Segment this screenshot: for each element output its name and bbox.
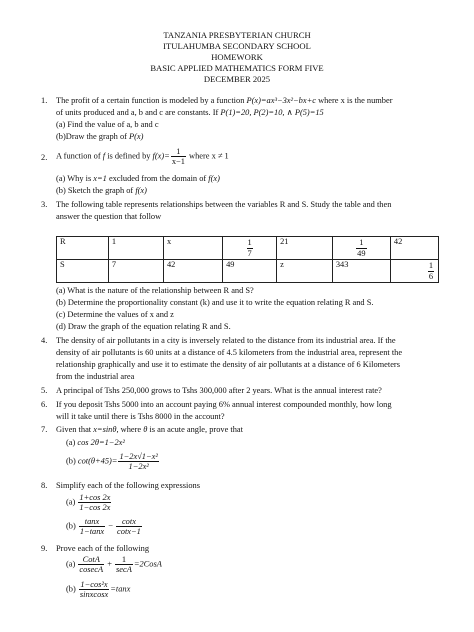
table-cell-s-1: 7: [108, 260, 163, 283]
q2-fraction: $\frac{1}{x-1}$: [171, 147, 185, 167]
q2-part-b: (b) Sketch the graph of f(x): [56, 186, 147, 195]
document-date: DECEMBER 2025: [203, 74, 271, 84]
q9-part-b: (b) $\frac{\text{1−cos²x}}{\text{sinxcosx}}$ =tanx: [66, 580, 131, 600]
table-cell-r-1: 1: [108, 237, 163, 260]
q7-part-b: (b) cot(θ+45)= $\frac{\text{1−2x√1−x²}}{\text{1−2x²}}$: [66, 452, 158, 472]
table-cell-s-0: S: [57, 260, 109, 283]
q4-line2: density of air pollutants is 60 units at a distance of 4.5 kilometers from the industrial area, represent the: [56, 348, 403, 357]
table-cell-s-5: 343: [332, 260, 390, 283]
q5-number: 5.: [41, 386, 48, 395]
table-cell-r-6: 42: [390, 237, 438, 260]
q9-part-a: (a) $\frac{\text{CotA}}{cosecA}$ + $\frac{1}{\sec A}$ =2CosA: [66, 555, 162, 575]
q4-line4: from the industrial area: [56, 372, 135, 381]
q7-part-a: (a) cos 2θ=1−2x²: [66, 438, 125, 447]
q1-equation: P(x)=ax³−3x²−bx+c: [246, 96, 316, 105]
table-cell-r-4: 21: [277, 237, 333, 260]
q3-line1: The following table represents relationships between the variables R and S. Study the table and then: [56, 200, 392, 209]
table-cell-s-3: 49: [223, 260, 277, 283]
q5-line1: A principal of Tshs 250,000 grows to Tshs 300,000 after 2 years. What is the annual interest rate?: [56, 386, 382, 395]
table-cell-s-2: 42: [163, 260, 222, 283]
q3-part-d: (d) Draw the graph of the equation relating R and S.: [56, 322, 231, 331]
q1-line2: of units produced and a, b and c are constants. If P(1)=20, P(2)=10, ∧ P(5)=15: [56, 108, 324, 117]
table-cell-s-4: z: [277, 260, 333, 283]
q3-line2: answer the question that follow: [56, 212, 162, 221]
q3-part-c: (c) Determine the values of x and z: [56, 310, 174, 319]
q4-line1: The density of air pollutants in a city is inversely related to the distance from its industrial area. If the: [56, 336, 396, 345]
q6-line1: If you deposit Tshs 5000 into an account paying 6% annual interest compounded monthly, how long: [56, 400, 392, 409]
q1-line1: The profit of a certain function is modeled by a function P(x)=ax³−3x²−bx+c where x is the number: [56, 96, 393, 105]
q2-part-a: (a) Why is x=1 excluded from the domain of f(x): [56, 174, 220, 183]
q8-part-a: (a) $\frac{1+\cos 2x}{1-\cos 2x}$: [66, 493, 111, 513]
table-cell-s-6: $\frac{1}{6}$: [390, 260, 438, 283]
document-type: HOMEWORK: [211, 52, 263, 62]
q2-line1: A function of f is defined by f(x)= $\frac{1}{x-1}$ where x ≠ 1: [56, 147, 229, 167]
q8-part-b: (b) $\frac{\tan x}{1-\tan x}$ − $\frac{\cot x}{\cot x-1}$: [66, 517, 141, 537]
q7-line1: Given that x=sinθ, where θ is an acute angle, prove that: [56, 425, 243, 434]
q6-line2: will it take until there is Tshs 8000 in the account?: [56, 412, 225, 421]
q1-part-b: (b)Draw the graph of P(x): [56, 132, 144, 141]
q1-part-a: (a) Find the value of a, b and c: [56, 120, 159, 129]
school-name: ITULAHUMBA SECONDARY SCHOOL: [163, 41, 311, 51]
table-row-s: [57, 260, 439, 283]
relationship-table: [56, 236, 439, 283]
q8-text: Simplify each of the following expressions: [56, 481, 200, 490]
q2-number: 2.: [41, 153, 48, 162]
q7-fraction: $\frac{\text{1−2x√1−x²}}{\text{1−2x²}}$: [119, 452, 158, 472]
q3-part-a: (a) What is the nature of the relationship between R and S?: [56, 286, 254, 295]
q8-number: 8.: [41, 481, 48, 490]
table-cell-r-0: R: [57, 237, 109, 260]
q3-part-b: (b) Determine the proportionality constant (k) and use it to write the equation relating R and S.: [56, 298, 374, 307]
q6-number: 6.: [41, 400, 48, 409]
subject-title: BASIC APPLIED MATHEMATICS FORM FIVE: [150, 63, 324, 73]
q9-number: 9.: [41, 544, 48, 553]
q1-conditions: P(1)=20, P(2)=10, ∧ P(5)=15: [220, 108, 324, 117]
table-cell-r-2: x: [163, 237, 222, 260]
q7-number: 7.: [41, 425, 48, 434]
q3-number: 3.: [41, 200, 48, 209]
church-name: TANZANIA PRESBYTERIAN CHURCH: [163, 30, 311, 40]
table-row-r: [57, 237, 439, 260]
table-cell-r-5: $\frac{1}{49}$: [332, 237, 390, 260]
q9-text: Prove each of the following: [56, 544, 150, 553]
table-cell-r-3: $\frac{1}{7}$: [223, 237, 277, 260]
q4-line3: relationship graphically and use it to estimate the density of air pollutants at a distance of 6 Kilometers: [56, 360, 400, 369]
q1-number: 1.: [41, 96, 48, 105]
q4-number: 4.: [41, 336, 48, 345]
